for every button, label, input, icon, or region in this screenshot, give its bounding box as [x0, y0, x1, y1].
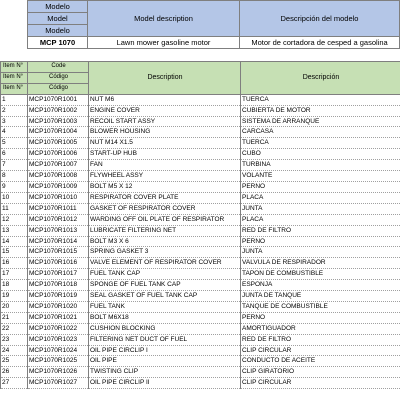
part-description-es: CUBO — [241, 149, 400, 160]
part-code: MCP1070R1024 — [28, 345, 89, 356]
table-row — [1, 160, 400, 171]
table-row — [1, 138, 400, 149]
part-description-es: AMORTIGUADOR — [241, 323, 400, 334]
item-number: 11 — [1, 203, 28, 214]
part-description-es: PLACA — [241, 214, 400, 225]
part-description-es: PERNO — [241, 181, 400, 192]
part-code: MCP1070R1023 — [28, 334, 89, 345]
table-row — [1, 105, 400, 116]
item-number: 14 — [1, 236, 28, 247]
part-code: MCP1070R1008 — [28, 171, 89, 182]
table-row — [1, 171, 400, 182]
item-number: 15 — [1, 247, 28, 258]
item-number: 23 — [1, 334, 28, 345]
table-row — [1, 94, 400, 105]
part-code: MCP1070R1014 — [28, 236, 89, 247]
model-description-header: Model description — [88, 1, 240, 37]
code-header: Code — [28, 62, 89, 73]
part-code: MCP1070R1007 — [28, 160, 89, 171]
model-code: MCP 1070 — [28, 37, 88, 49]
table-row — [1, 345, 400, 356]
item-number: 7 — [1, 160, 28, 171]
table-row — [1, 192, 400, 203]
part-description-es: TANQUE DE COMBUSTIBLE — [241, 301, 400, 312]
item-number: 6 — [1, 149, 28, 160]
descripcion-header: Descripción — [241, 62, 400, 95]
item-number-header: Item N° — [1, 83, 28, 94]
table-row — [1, 127, 400, 138]
item-number: 9 — [1, 181, 28, 192]
table-row — [1, 291, 400, 302]
part-description-es: TAPON DE COMBUSTIBLE — [241, 269, 400, 280]
part-description-en: FILTERING NET DUCT OF FUEL — [89, 334, 241, 345]
table-row — [1, 214, 400, 225]
part-description-en: SPRING GASKET 3 — [89, 247, 241, 258]
item-number: 26 — [1, 367, 28, 378]
part-description-en: BOLT M5 X 12 — [89, 181, 241, 192]
part-description-es: TUERCA — [241, 138, 400, 149]
table-row — [1, 225, 400, 236]
table-row — [1, 334, 400, 345]
part-description-en: FUEL TANK — [89, 301, 241, 312]
item-number-header: Item N° — [1, 62, 28, 73]
model-label: Model — [28, 13, 88, 25]
part-description-es: JUNTA DE TANQUE — [241, 291, 400, 302]
table-row — [1, 181, 400, 192]
table-row — [1, 378, 400, 389]
part-code: MCP1070R1026 — [28, 367, 89, 378]
part-description-es: ESPONJA — [241, 280, 400, 291]
part-description-en: BOLT M6X18 — [89, 312, 241, 323]
table-row — [1, 312, 400, 323]
table-row — [1, 203, 400, 214]
code-header: Código — [28, 83, 89, 94]
item-number: 27 — [1, 378, 28, 389]
model-header-table — [27, 0, 400, 49]
part-code: MCP1070R1018 — [28, 280, 89, 291]
part-description-en: BOLT M3 X 6 — [89, 236, 241, 247]
item-number: 20 — [1, 301, 28, 312]
parts-header-row — [1, 62, 400, 73]
model-description-es: Motor de cortadora de cesped a gasolina — [240, 37, 400, 49]
item-number: 13 — [1, 225, 28, 236]
part-description-en: OIL PIPE CIRCLIP I — [89, 345, 241, 356]
part-code: MCP1070R1025 — [28, 356, 89, 367]
part-description-en: TWISTING CLIP — [89, 367, 241, 378]
description-header: Description — [89, 62, 241, 95]
part-description-es: SISTEMA DE ARRANQUE — [241, 116, 400, 127]
part-code: MCP1070R1004 — [28, 127, 89, 138]
part-description-es: CLIP CIRCULAR — [241, 378, 400, 389]
part-description-en: LUBRICATE FILTERING NET — [89, 225, 241, 236]
part-description-es: VOLANTE — [241, 171, 400, 182]
part-description-es: PERNO — [241, 312, 400, 323]
part-description-es: CARCASA — [241, 127, 400, 138]
modelo-label: Modelo — [28, 1, 88, 13]
part-description-es: PLACA — [241, 192, 400, 203]
part-description-es: VALVULA DE RESPIRADOR — [241, 258, 400, 269]
part-code: MCP1070R1022 — [28, 323, 89, 334]
part-code: MCP1070R1020 — [28, 301, 89, 312]
descripcion-modelo-header: Descripción del modelo — [240, 1, 400, 37]
part-code: MCP1070R1015 — [28, 247, 89, 258]
part-code: MCP1070R1027 — [28, 378, 89, 389]
table-row — [1, 247, 400, 258]
part-description-en: RECOIL START ASSY — [89, 116, 241, 127]
part-code: MCP1070R1001 — [28, 94, 89, 105]
part-description-es: RED DE FILTRO — [241, 225, 400, 236]
part-code: MCP1070R1017 — [28, 269, 89, 280]
item-number: 19 — [1, 291, 28, 302]
item-number: 17 — [1, 269, 28, 280]
part-description-en: VALVE ELEMENT OF RESPIRATOR COVER — [89, 258, 241, 269]
item-number: 22 — [1, 323, 28, 334]
model-description-en: Lawn mower gasoline motor — [88, 37, 240, 49]
part-code: MCP1070R1021 — [28, 312, 89, 323]
part-description-en: RESPIRATOR COVER PLATE — [89, 192, 241, 203]
part-description-en: NUT M6 — [89, 94, 241, 105]
part-code: MCP1070R1009 — [28, 181, 89, 192]
part-description-en: BLOWER HOUSING — [89, 127, 241, 138]
part-code: MCP1070R1019 — [28, 291, 89, 302]
part-description-es: CONDUCTO DE ACEITE — [241, 356, 400, 367]
part-description-en: SPONGE OF FUEL TANK CAP — [89, 280, 241, 291]
part-description-es: TURBINA — [241, 160, 400, 171]
table-row — [1, 236, 400, 247]
part-description-en: OIL PIPE — [89, 356, 241, 367]
table-row — [1, 323, 400, 334]
part-code: MCP1070R1006 — [28, 149, 89, 160]
part-description-en: WARDING OFF OIL PLATE OF RESPIRATOR — [89, 214, 241, 225]
part-description-es: CLIP CIRCULAR — [241, 345, 400, 356]
part-description-es: PERNO — [241, 236, 400, 247]
part-description-en: GASKET OF RESPIRATOR COVER — [89, 203, 241, 214]
item-number: 25 — [1, 356, 28, 367]
item-number-header: Item N° — [1, 72, 28, 83]
part-code: MCP1070R1016 — [28, 258, 89, 269]
part-description-en: ENGINE COVER — [89, 105, 241, 116]
part-code: MCP1070R1002 — [28, 105, 89, 116]
item-number: 24 — [1, 345, 28, 356]
part-description-es: JUNTA — [241, 203, 400, 214]
part-description-es: RED DE FILTRO — [241, 334, 400, 345]
part-description-en: NUT M14 X1.5 — [89, 138, 241, 149]
code-header: Código — [28, 72, 89, 83]
item-number: 2 — [1, 105, 28, 116]
table-row — [1, 258, 400, 269]
item-number: 4 — [1, 127, 28, 138]
item-number: 16 — [1, 258, 28, 269]
modelo-label: Modelo — [28, 25, 88, 37]
part-code: MCP1070R1010 — [28, 192, 89, 203]
table-row — [1, 269, 400, 280]
part-description-en: OIL PIPE CIRCLIP II — [89, 378, 241, 389]
item-number: 1 — [1, 94, 28, 105]
part-description-es: CUBIERTA DE MOTOR — [241, 105, 400, 116]
part-code: MCP1070R1013 — [28, 225, 89, 236]
table-row — [1, 301, 400, 312]
part-description-en: CUSHION BLOCKING — [89, 323, 241, 334]
table-row — [1, 149, 400, 160]
part-description-en: SEAL GASKET OF FUEL TANK CAP — [89, 291, 241, 302]
part-code: MCP1070R1005 — [28, 138, 89, 149]
item-number: 8 — [1, 171, 28, 182]
item-number: 21 — [1, 312, 28, 323]
item-number: 12 — [1, 214, 28, 225]
part-code: MCP1070R1003 — [28, 116, 89, 127]
part-description-en: FUEL TANK CAP — [89, 269, 241, 280]
part-description-es: JUNTA — [241, 247, 400, 258]
table-row — [1, 367, 400, 378]
part-description-en: FLYWHEEL ASSY — [89, 171, 241, 182]
item-number: 3 — [1, 116, 28, 127]
table-row — [1, 116, 400, 127]
table-row — [1, 280, 400, 291]
parts-table — [0, 61, 400, 389]
table-row — [1, 356, 400, 367]
item-number: 18 — [1, 280, 28, 291]
part-description-en: FAN — [89, 160, 241, 171]
item-number: 10 — [1, 192, 28, 203]
part-description-en: START-UP HUB — [89, 149, 241, 160]
item-number: 5 — [1, 138, 28, 149]
part-description-es: TUERCA — [241, 94, 400, 105]
part-code: MCP1070R1011 — [28, 203, 89, 214]
part-description-es: CLIP GIRATORIO — [241, 367, 400, 378]
part-code: MCP1070R1012 — [28, 214, 89, 225]
